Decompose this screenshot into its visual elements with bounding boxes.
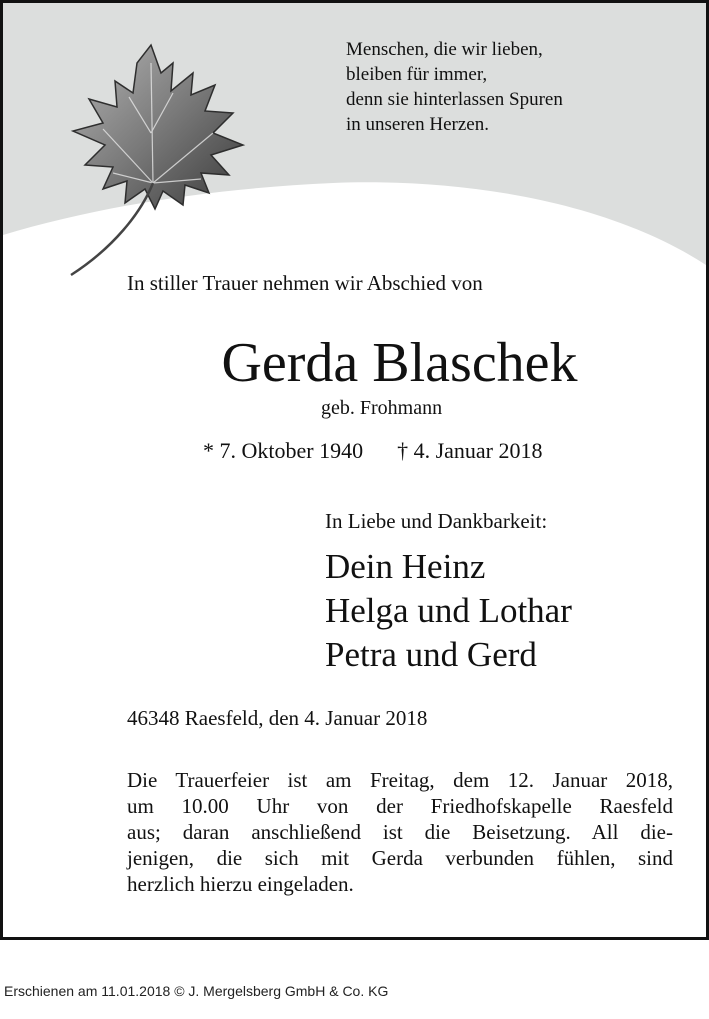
birth-date: * 7. Oktober 1940 xyxy=(203,438,364,463)
funeral-line: aus; daran anschließend ist die Beisetzung. All die- xyxy=(127,820,673,844)
funeral-line: jenigen, die sich mit Gerda verbunden fühlen, sind xyxy=(127,846,673,870)
intro-text: In stiller Trauer nehmen wir Abschied von xyxy=(127,271,483,295)
maple-leaf-icon xyxy=(33,33,263,283)
funeral-line: herzlich hierzu eingeladen. xyxy=(127,872,354,896)
life-dates xyxy=(203,438,543,464)
thanks-line: In Liebe und Dankbarkeit: xyxy=(325,509,548,533)
poem-line: bleiben für immer, xyxy=(346,64,488,85)
funeral-details xyxy=(127,767,673,897)
mourner: Helga und Lothar xyxy=(325,591,572,630)
poem-line: in unseren Herzen. xyxy=(346,114,489,135)
poem-line: denn sie hinterlassen Spuren xyxy=(346,89,563,110)
funeral-line: um 10.00 Uhr von der Friedhofskapelle Raesfeld xyxy=(127,794,673,818)
maiden-name: geb. Frohmann xyxy=(321,397,443,419)
place-and-date: 46348 Raesfeld, den 4. Januar 2018 xyxy=(127,706,428,730)
mourner: Dein Heinz xyxy=(325,547,486,586)
poem xyxy=(346,37,563,137)
death-date: † 4. Januar 2018 xyxy=(397,438,543,463)
publication-footer: Erschienen am 11.01.2018 © J. Mergelsberg GmbH & Co. KG xyxy=(4,983,389,999)
mourners-list xyxy=(325,545,572,677)
deceased-name: Gerda Blaschek xyxy=(221,332,578,394)
mourner: Petra und Gerd xyxy=(325,635,537,674)
poem-line: Menschen, die wir lieben, xyxy=(346,39,543,60)
funeral-line: Die Trauerfeier ist am Freitag, dem 12. Januar 2018, xyxy=(127,768,673,792)
